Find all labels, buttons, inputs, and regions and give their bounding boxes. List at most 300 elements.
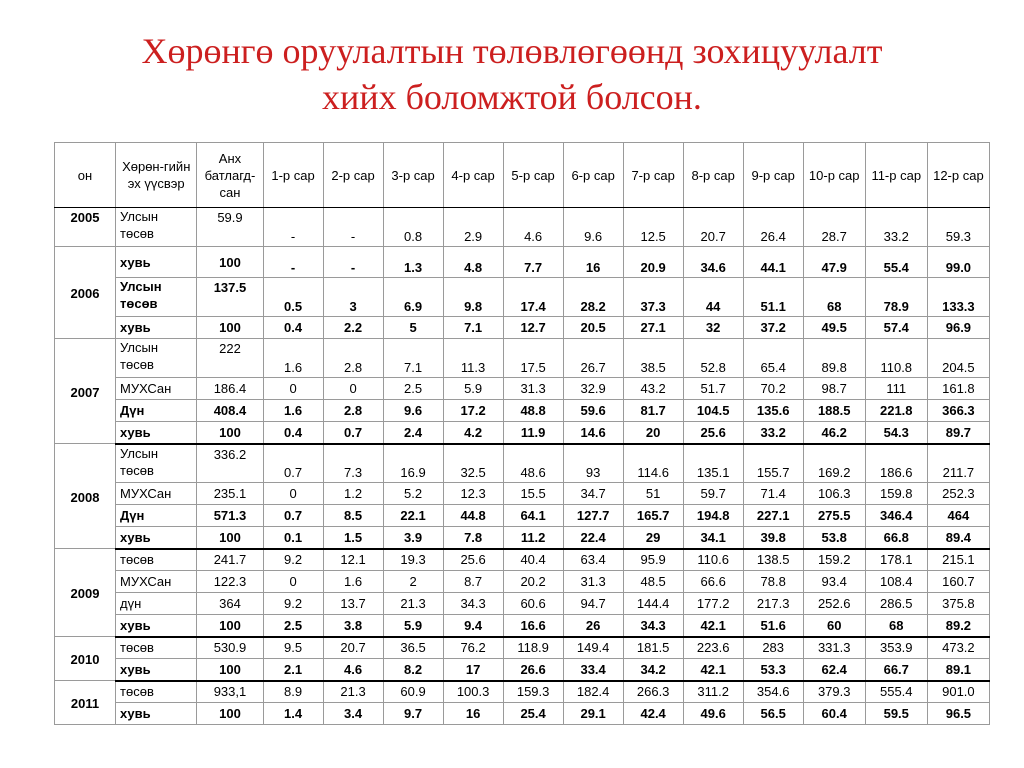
month-value-cell: 59.5 — [865, 703, 927, 725]
month-value-cell: 32 — [683, 317, 743, 339]
base-value-cell: 186.4 — [197, 378, 263, 400]
month-value-cell: 2.4 — [383, 422, 443, 444]
month-value-cell: 49.6 — [683, 703, 743, 725]
table-row — [55, 247, 990, 278]
table-row — [55, 681, 990, 703]
month-value-cell: 160.7 — [927, 571, 989, 593]
month-value-cell: 43.2 — [623, 378, 683, 400]
month-value-cell: 2.9 — [443, 208, 503, 247]
month-value-cell: 68 — [865, 615, 927, 637]
month-value-cell: 60.6 — [503, 593, 563, 615]
month-value-cell: 1.2 — [323, 483, 383, 505]
month-value-cell: 60 — [803, 615, 865, 637]
column-header: 8-р сар — [683, 143, 743, 208]
year-cell: 2009 — [55, 549, 116, 637]
month-value-cell: 11.2 — [503, 527, 563, 549]
month-value-cell: 51 — [623, 483, 683, 505]
month-value-cell: 17 — [443, 659, 503, 681]
month-value-cell: 106.3 — [803, 483, 865, 505]
base-value-cell: 364 — [197, 593, 263, 615]
month-value-cell: 4.6 — [323, 659, 383, 681]
month-value-cell: 32.9 — [563, 378, 623, 400]
month-value-cell: 20.5 — [563, 317, 623, 339]
year-cell: 2006 — [55, 247, 116, 339]
column-header: Анх батлагд-сан — [197, 143, 263, 208]
table-row — [55, 378, 990, 400]
month-value-cell: 1.6 — [263, 400, 323, 422]
month-value-cell: 16 — [443, 703, 503, 725]
month-value-cell: 0.1 — [263, 527, 323, 549]
month-value-cell: 149.4 — [563, 637, 623, 659]
month-value-cell: 57.4 — [865, 317, 927, 339]
column-header: Хөрөн-гийн эх үүсвэр — [116, 143, 197, 208]
month-value-cell: 9.6 — [563, 208, 623, 247]
month-value-cell: 7.1 — [443, 317, 503, 339]
month-value-cell: 7.1 — [383, 339, 443, 378]
month-value-cell: 178.1 — [865, 549, 927, 571]
month-value-cell: 7.7 — [503, 247, 563, 278]
month-value-cell: 110.6 — [683, 549, 743, 571]
month-value-cell: 34.6 — [683, 247, 743, 278]
month-value-cell: 22.4 — [563, 527, 623, 549]
month-value-cell: 9.8 — [443, 278, 503, 317]
month-value-cell: 375.8 — [927, 593, 989, 615]
month-value-cell: 29.1 — [563, 703, 623, 725]
source-label-cell: төсөв — [116, 637, 197, 659]
month-value-cell: 0 — [263, 378, 323, 400]
month-value-cell: 47.9 — [803, 247, 865, 278]
table-row — [55, 659, 990, 681]
source-label-cell: төсөв — [116, 549, 197, 571]
month-value-cell: 311.2 — [683, 681, 743, 703]
table-row — [55, 444, 990, 483]
month-value-cell: 110.8 — [865, 339, 927, 378]
month-value-cell: 59.7 — [683, 483, 743, 505]
column-header: 12-р сар — [927, 143, 989, 208]
month-value-cell: 9.7 — [383, 703, 443, 725]
month-value-cell: 17.2 — [443, 400, 503, 422]
month-value-cell: 127.7 — [563, 505, 623, 527]
month-value-cell: 29 — [623, 527, 683, 549]
month-value-cell: 42.1 — [683, 659, 743, 681]
month-value-cell: 66.7 — [865, 659, 927, 681]
month-value-cell: 901.0 — [927, 681, 989, 703]
month-value-cell: 99.0 — [927, 247, 989, 278]
month-value-cell: 40.4 — [503, 549, 563, 571]
column-header: он — [55, 143, 116, 208]
month-value-cell: 283 — [743, 637, 803, 659]
month-value-cell: 66.8 — [865, 527, 927, 549]
month-value-cell: 53.8 — [803, 527, 865, 549]
month-value-cell: 16.6 — [503, 615, 563, 637]
source-label-cell: Дүн — [116, 400, 197, 422]
month-value-cell: 59.3 — [927, 208, 989, 247]
month-value-cell: 25.6 — [683, 422, 743, 444]
month-value-cell: 2.2 — [323, 317, 383, 339]
month-value-cell: 165.7 — [623, 505, 683, 527]
month-value-cell: 9.5 — [263, 637, 323, 659]
month-value-cell: 13.7 — [323, 593, 383, 615]
month-value-cell: 9.2 — [263, 549, 323, 571]
month-value-cell: 0 — [323, 378, 383, 400]
month-value-cell: 108.4 — [865, 571, 927, 593]
month-value-cell: 1.3 — [383, 247, 443, 278]
header-row — [55, 143, 990, 208]
month-value-cell: 155.7 — [743, 444, 803, 483]
month-value-cell: 21.3 — [323, 681, 383, 703]
month-value-cell: 27.1 — [623, 317, 683, 339]
month-value-cell: 186.6 — [865, 444, 927, 483]
source-label-cell: хувь — [116, 615, 197, 637]
month-value-cell: 28.2 — [563, 278, 623, 317]
month-value-cell: 95.9 — [623, 549, 683, 571]
month-value-cell: 555.4 — [865, 681, 927, 703]
base-value-cell: 408.4 — [197, 400, 263, 422]
month-value-cell: 62.4 — [803, 659, 865, 681]
month-value-cell: 34.1 — [683, 527, 743, 549]
source-label-cell: хувь — [116, 527, 197, 549]
month-value-cell: 4.6 — [503, 208, 563, 247]
month-value-cell: 64.1 — [503, 505, 563, 527]
base-value-cell: 100 — [197, 615, 263, 637]
month-value-cell: 3.9 — [383, 527, 443, 549]
month-value-cell: 17.4 — [503, 278, 563, 317]
month-value-cell: 2.5 — [383, 378, 443, 400]
month-value-cell: 78.8 — [743, 571, 803, 593]
table-row — [55, 615, 990, 637]
base-value-cell: 100 — [197, 659, 263, 681]
column-header: 9-р сар — [743, 143, 803, 208]
source-label-cell: Улсын төсөв — [116, 278, 197, 317]
column-header: 2-р сар — [323, 143, 383, 208]
month-value-cell: 34.3 — [443, 593, 503, 615]
month-value-cell: 89.4 — [927, 527, 989, 549]
month-value-cell: 65.4 — [743, 339, 803, 378]
month-value-cell: - — [323, 208, 383, 247]
table-row — [55, 571, 990, 593]
month-value-cell: 177.2 — [683, 593, 743, 615]
month-value-cell: 12.3 — [443, 483, 503, 505]
table-row — [55, 505, 990, 527]
month-value-cell: 331.3 — [803, 637, 865, 659]
month-value-cell: 2 — [383, 571, 443, 593]
month-value-cell: 89.2 — [927, 615, 989, 637]
month-value-cell: 16.9 — [383, 444, 443, 483]
month-value-cell: 44.1 — [743, 247, 803, 278]
month-value-cell: 20.7 — [683, 208, 743, 247]
month-value-cell: 1.4 — [263, 703, 323, 725]
month-value-cell: 0 — [263, 483, 323, 505]
month-value-cell: 0.7 — [263, 444, 323, 483]
source-label-cell: МУХСан — [116, 571, 197, 593]
month-value-cell: - — [263, 247, 323, 278]
month-value-cell: 96.5 — [927, 703, 989, 725]
month-value-cell: 182.4 — [563, 681, 623, 703]
source-label-cell: МУХСан — [116, 378, 197, 400]
table-row — [55, 278, 990, 317]
month-value-cell: 60.9 — [383, 681, 443, 703]
month-value-cell: 22.1 — [383, 505, 443, 527]
month-value-cell: 42.1 — [683, 615, 743, 637]
month-value-cell: 1.6 — [323, 571, 383, 593]
month-value-cell: 34.7 — [563, 483, 623, 505]
month-value-cell: 223.6 — [683, 637, 743, 659]
month-value-cell: 20 — [623, 422, 683, 444]
column-header: 6-р сар — [563, 143, 623, 208]
page-title — [0, 28, 1024, 120]
month-value-cell: 25.6 — [443, 549, 503, 571]
month-value-cell: 49.5 — [803, 317, 865, 339]
table-row — [55, 339, 990, 378]
month-value-cell: 1.6 — [263, 339, 323, 378]
base-value-cell: 530.9 — [197, 637, 263, 659]
month-value-cell: 227.1 — [743, 505, 803, 527]
month-value-cell: 34.2 — [623, 659, 683, 681]
month-value-cell: 71.4 — [743, 483, 803, 505]
base-value-cell: 100 — [197, 703, 263, 725]
month-value-cell: 4.8 — [443, 247, 503, 278]
column-header: 4-р сар — [443, 143, 503, 208]
table-row — [55, 422, 990, 444]
month-value-cell: 51.1 — [743, 278, 803, 317]
month-value-cell: 114.6 — [623, 444, 683, 483]
month-value-cell: 37.3 — [623, 278, 683, 317]
month-value-cell: 0.8 — [383, 208, 443, 247]
source-label-cell: дүн — [116, 593, 197, 615]
month-value-cell: 55.4 — [865, 247, 927, 278]
month-value-cell: 5.9 — [383, 615, 443, 637]
month-value-cell: 48.6 — [503, 444, 563, 483]
month-value-cell: 66.6 — [683, 571, 743, 593]
column-header: 7-р сар — [623, 143, 683, 208]
source-label-cell: Дүн — [116, 505, 197, 527]
month-value-cell: 3.8 — [323, 615, 383, 637]
table-row — [55, 208, 990, 247]
month-value-cell: 26 — [563, 615, 623, 637]
month-value-cell: 252.6 — [803, 593, 865, 615]
month-value-cell: 8.9 — [263, 681, 323, 703]
source-label-cell: хувь — [116, 317, 197, 339]
month-value-cell: 26.4 — [743, 208, 803, 247]
year-cell: 2007 — [55, 339, 116, 444]
table-row — [55, 400, 990, 422]
month-value-cell: 8.5 — [323, 505, 383, 527]
month-value-cell: 98.7 — [803, 378, 865, 400]
month-value-cell: 118.9 — [503, 637, 563, 659]
month-value-cell: 7.3 — [323, 444, 383, 483]
month-value-cell: 275.5 — [803, 505, 865, 527]
month-value-cell: 20.7 — [323, 637, 383, 659]
month-value-cell: 17.5 — [503, 339, 563, 378]
month-value-cell: 1.5 — [323, 527, 383, 549]
month-value-cell: 36.5 — [383, 637, 443, 659]
month-value-cell: 32.5 — [443, 444, 503, 483]
column-header: 10-р сар — [803, 143, 865, 208]
month-value-cell: 188.5 — [803, 400, 865, 422]
month-value-cell: 2.5 — [263, 615, 323, 637]
source-label-cell: хувь — [116, 703, 197, 725]
month-value-cell: 12.7 — [503, 317, 563, 339]
base-value-cell: 241.7 — [197, 549, 263, 571]
month-value-cell: 0.5 — [263, 278, 323, 317]
month-value-cell: 135.6 — [743, 400, 803, 422]
source-label-cell: МУХСан — [116, 483, 197, 505]
month-value-cell: 52.8 — [683, 339, 743, 378]
title-line-2: хийх боломжтой болсон. — [322, 77, 702, 117]
month-value-cell: 379.3 — [803, 681, 865, 703]
month-value-cell: 181.5 — [623, 637, 683, 659]
month-value-cell: 2.8 — [323, 339, 383, 378]
month-value-cell: 93 — [563, 444, 623, 483]
base-value-cell: 100 — [197, 317, 263, 339]
year-cell: 2005 — [55, 208, 116, 247]
month-value-cell: 169.2 — [803, 444, 865, 483]
month-value-cell: 33.2 — [743, 422, 803, 444]
month-value-cell: 33.2 — [865, 208, 927, 247]
month-value-cell: 42.4 — [623, 703, 683, 725]
month-value-cell: 104.5 — [683, 400, 743, 422]
month-value-cell: 7.8 — [443, 527, 503, 549]
source-label-cell: Улсын төсөв — [116, 208, 197, 247]
column-header: 5-р сар — [503, 143, 563, 208]
month-value-cell: 9.6 — [383, 400, 443, 422]
month-value-cell: 59.6 — [563, 400, 623, 422]
month-value-cell: 53.3 — [743, 659, 803, 681]
month-value-cell: 70.2 — [743, 378, 803, 400]
base-value-cell: 59.9 — [197, 208, 263, 247]
month-value-cell: 44 — [683, 278, 743, 317]
month-value-cell: 39.8 — [743, 527, 803, 549]
month-value-cell: 252.3 — [927, 483, 989, 505]
month-value-cell: 159.3 — [503, 681, 563, 703]
month-value-cell: 12.1 — [323, 549, 383, 571]
month-value-cell: 89.8 — [803, 339, 865, 378]
title-line-1: Хөрөнгө оруулалтын төлөвлөгөөнд зохицуулалт — [141, 31, 883, 71]
month-value-cell: 138.5 — [743, 549, 803, 571]
month-value-cell: 26.7 — [563, 339, 623, 378]
month-value-cell: 60.4 — [803, 703, 865, 725]
month-value-cell: 31.3 — [503, 378, 563, 400]
month-value-cell: 2.1 — [263, 659, 323, 681]
table-body — [55, 208, 990, 725]
base-value-cell: 100 — [197, 422, 263, 444]
month-value-cell: 68 — [803, 278, 865, 317]
month-value-cell: 48.8 — [503, 400, 563, 422]
month-value-cell: 0 — [263, 571, 323, 593]
month-value-cell: 135.1 — [683, 444, 743, 483]
table-row — [55, 703, 990, 725]
month-value-cell: - — [323, 247, 383, 278]
month-value-cell: 33.4 — [563, 659, 623, 681]
investment-plan-table — [54, 142, 990, 725]
month-value-cell: 0.7 — [323, 422, 383, 444]
month-value-cell: 159.2 — [803, 549, 865, 571]
month-value-cell: 20.2 — [503, 571, 563, 593]
month-value-cell: - — [263, 208, 323, 247]
table-row — [55, 317, 990, 339]
month-value-cell: 346.4 — [865, 505, 927, 527]
table-row — [55, 637, 990, 659]
month-value-cell: 133.3 — [927, 278, 989, 317]
year-cell: 2011 — [55, 681, 116, 725]
month-value-cell: 266.3 — [623, 681, 683, 703]
month-value-cell: 51.6 — [743, 615, 803, 637]
base-value-cell: 571.3 — [197, 505, 263, 527]
month-value-cell: 14.6 — [563, 422, 623, 444]
source-label-cell: төсөв — [116, 681, 197, 703]
month-value-cell: 5.9 — [443, 378, 503, 400]
month-value-cell: 8.2 — [383, 659, 443, 681]
month-value-cell: 204.5 — [927, 339, 989, 378]
source-label-cell: Улсын төсөв — [116, 339, 197, 378]
month-value-cell: 0.4 — [263, 317, 323, 339]
month-value-cell: 5.2 — [383, 483, 443, 505]
table-row — [55, 593, 990, 615]
base-value-cell: 100 — [197, 527, 263, 549]
base-value-cell: 100 — [197, 247, 263, 278]
month-value-cell: 4.2 — [443, 422, 503, 444]
month-value-cell: 221.8 — [865, 400, 927, 422]
month-value-cell: 89.7 — [927, 422, 989, 444]
column-header: 11-р сар — [865, 143, 927, 208]
base-value-cell: 122.3 — [197, 571, 263, 593]
table-row — [55, 549, 990, 571]
month-value-cell: 12.5 — [623, 208, 683, 247]
month-value-cell: 6.9 — [383, 278, 443, 317]
month-value-cell: 16 — [563, 247, 623, 278]
month-value-cell: 464 — [927, 505, 989, 527]
month-value-cell: 2.8 — [323, 400, 383, 422]
month-value-cell: 54.3 — [865, 422, 927, 444]
month-value-cell: 366.3 — [927, 400, 989, 422]
month-value-cell: 37.2 — [743, 317, 803, 339]
month-value-cell: 100.3 — [443, 681, 503, 703]
month-value-cell: 89.1 — [927, 659, 989, 681]
month-value-cell: 93.4 — [803, 571, 865, 593]
month-value-cell: 51.7 — [683, 378, 743, 400]
month-value-cell: 111 — [865, 378, 927, 400]
month-value-cell: 20.9 — [623, 247, 683, 278]
month-value-cell: 286.5 — [865, 593, 927, 615]
source-label-cell: Улсын төсөв — [116, 444, 197, 483]
month-value-cell: 144.4 — [623, 593, 683, 615]
base-value-cell: 222 — [197, 339, 263, 378]
source-label-cell: хувь — [116, 422, 197, 444]
month-value-cell: 3 — [323, 278, 383, 317]
month-value-cell: 161.8 — [927, 378, 989, 400]
month-value-cell: 31.3 — [563, 571, 623, 593]
month-value-cell: 44.8 — [443, 505, 503, 527]
month-value-cell: 21.3 — [383, 593, 443, 615]
base-value-cell: 235.1 — [197, 483, 263, 505]
month-value-cell: 63.4 — [563, 549, 623, 571]
month-value-cell: 11.9 — [503, 422, 563, 444]
month-value-cell: 353.9 — [865, 637, 927, 659]
source-label-cell: хувь — [116, 247, 197, 278]
source-label-cell: хувь — [116, 659, 197, 681]
month-value-cell: 26.6 — [503, 659, 563, 681]
month-value-cell: 48.5 — [623, 571, 683, 593]
base-value-cell: 933,1 — [197, 681, 263, 703]
month-value-cell: 34.3 — [623, 615, 683, 637]
column-header: 3-р сар — [383, 143, 443, 208]
month-value-cell: 38.5 — [623, 339, 683, 378]
month-value-cell: 8.7 — [443, 571, 503, 593]
month-value-cell: 76.2 — [443, 637, 503, 659]
month-value-cell: 15.5 — [503, 483, 563, 505]
month-value-cell: 211.7 — [927, 444, 989, 483]
month-value-cell: 28.7 — [803, 208, 865, 247]
